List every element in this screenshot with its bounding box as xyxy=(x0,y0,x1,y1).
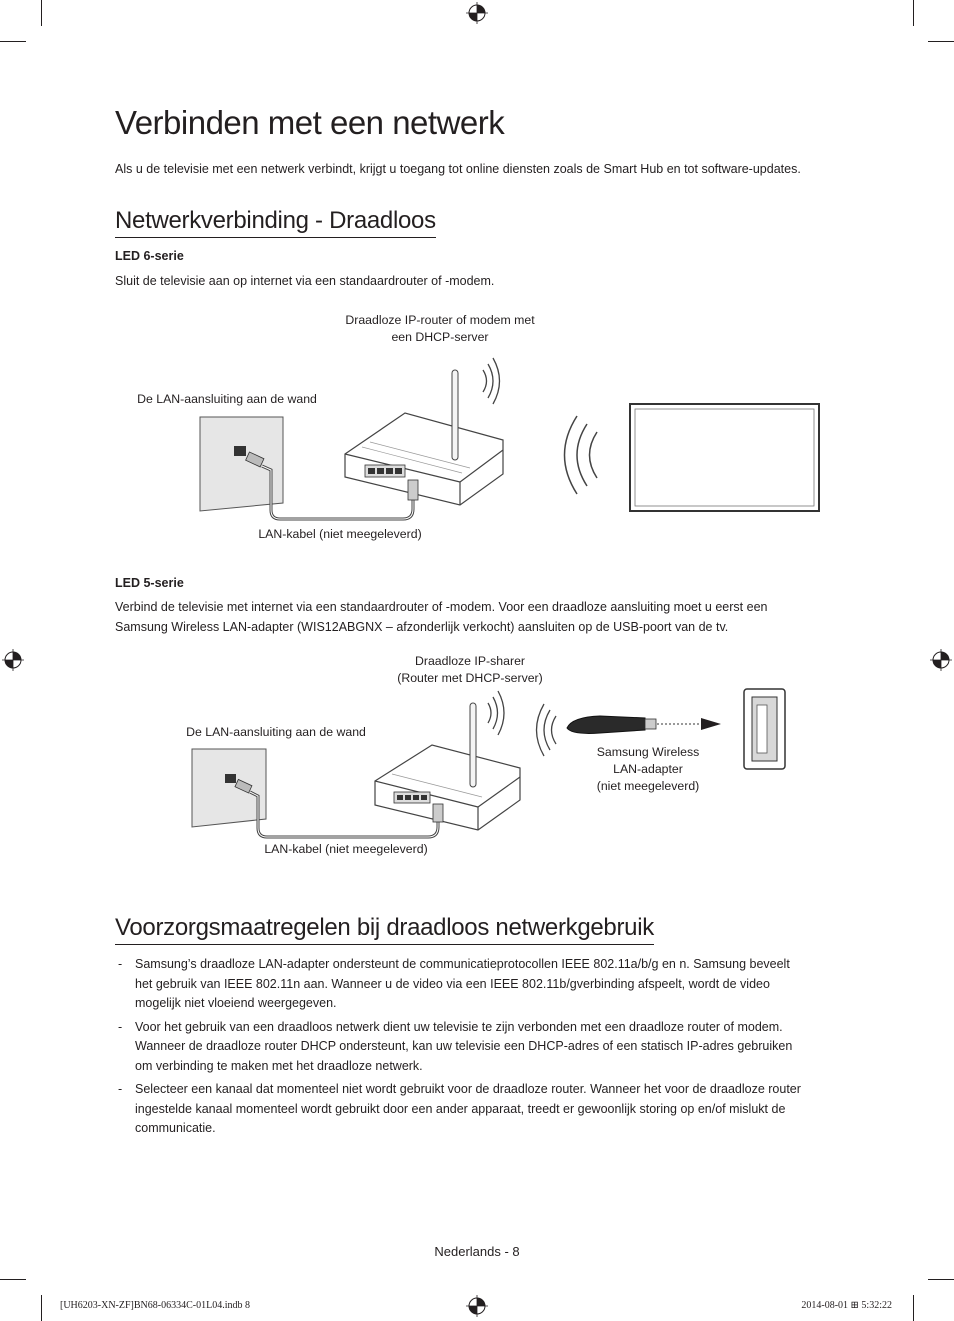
adapter-label-line: Samsung Wireless xyxy=(596,745,700,759)
wifi-signal-icon xyxy=(488,691,504,735)
led6-text: Sluit de televisie aan op internet via een standaardrouter of -modem. xyxy=(115,274,495,288)
section-heading-precautions: Voorzorgsmaatregelen bij draadloos netwerkgebruik xyxy=(115,914,654,945)
list-item xyxy=(115,1018,840,1077)
router-label-line: Draadloze IP-router of modem met xyxy=(345,313,535,327)
list-item-line: om verbinding te maken met het draadloze netwerk. xyxy=(135,1058,423,1073)
router-label-line: een DHCP-server xyxy=(391,330,489,344)
list-item-line: Selecteer een kanaal dat momenteel niet wordt gebruikt voor de draadloze router. Wanneer het voor de draadloze router xyxy=(135,1082,801,1096)
list-item-line: het gebruik van IEEE 802.11n aan. Wanneer u de video via een IEEE 802.11b/gverbinding afspeelt, wordt de video xyxy=(135,976,770,991)
list-item-line: communicatie. xyxy=(135,1121,216,1135)
led5-label: LED 5-serie xyxy=(115,576,184,590)
wifi-signal-icon xyxy=(537,704,557,756)
list-item xyxy=(115,955,840,1014)
led5-text-line: Samsung Wireless LAN-adapter (WIS12ABGNX – afzonderlijk verkocht) aansluiten op de USB-poort van de tv. xyxy=(115,619,729,634)
led5-text-line: Verbind de televisie met internet via een standaardrouter of -modem. Voor een draadloze aansluiting moet u eerst een xyxy=(115,600,768,614)
ip-sharer-label-line: Draadloze IP-sharer xyxy=(414,654,526,668)
adapter-label-line: (niet meegeleverd) xyxy=(596,779,700,793)
list-item-line: Wanneer de draadloze router DHCP ondersteunt, kan uw televisie een DHCP-adres of een statisch IP-adres gebruiken xyxy=(135,1039,793,1053)
wall-outlet-label: De LAN-aansluiting aan de wand xyxy=(186,725,366,739)
list-item-line: Samsung’s draadloze LAN-adapter ondersteunt de communicatieprotocollen IEEE 802.11a/b/g en n. Samsung beveelt xyxy=(135,957,790,971)
bullet-dash: - xyxy=(118,957,123,971)
list-item xyxy=(115,1080,840,1139)
precautions-list xyxy=(115,955,840,1143)
section-heading-wireless: Netwerkverbinding - Draadloos xyxy=(115,207,436,238)
wall-outlet-icon xyxy=(192,749,266,827)
usb-port-icon xyxy=(744,689,785,769)
usb-wireless-adapter-icon xyxy=(567,716,721,733)
adapter-label-line: LAN-adapter xyxy=(613,762,683,776)
bullet-dash: - xyxy=(118,1019,123,1034)
list-item-line: Voor het gebruik van een draadloos netwerk dient uw televisie te zijn verbonden met een draadloze router of modem. xyxy=(135,1019,783,1034)
page-title: Verbinden met een netwerk xyxy=(115,104,505,141)
led6-label: LED 6-serie xyxy=(115,249,184,263)
list-item-line: ingestelde kanaal momenteel wordt gebruikt door een ander apparaat, treedt er gewoonlijk storing op en/of mislukt de xyxy=(135,1101,786,1116)
list-item-line: mogelijk niet vloeiend weergegeven. xyxy=(135,996,337,1010)
wall-outlet-label: De LAN-aansluiting aan de wand xyxy=(137,392,317,406)
print-slug-right: 2014-08-01 ⊞ 5:32:22 xyxy=(801,1300,892,1311)
print-slug-left: [UH6203-XN-ZF]BN68-06334C-01L04.indb 8 xyxy=(60,1300,250,1311)
intro-text: Als u de televisie met een netwerk verbindt, krijgt u toegang tot online diensten zoals de Smart Hub en tot software-updates. xyxy=(115,162,801,176)
ip-sharer-label-line: (Router met DHCP-server) xyxy=(397,671,543,685)
lan-cable-label: LAN-kabel (niet meegeleverd) xyxy=(264,842,428,856)
bullet-dash: - xyxy=(118,1082,123,1096)
lan-cable-label: LAN-kabel (niet meegeleverd) xyxy=(258,527,422,541)
wireless-router-icon xyxy=(375,703,520,830)
page-number: Nederlands - 8 xyxy=(434,1244,520,1259)
